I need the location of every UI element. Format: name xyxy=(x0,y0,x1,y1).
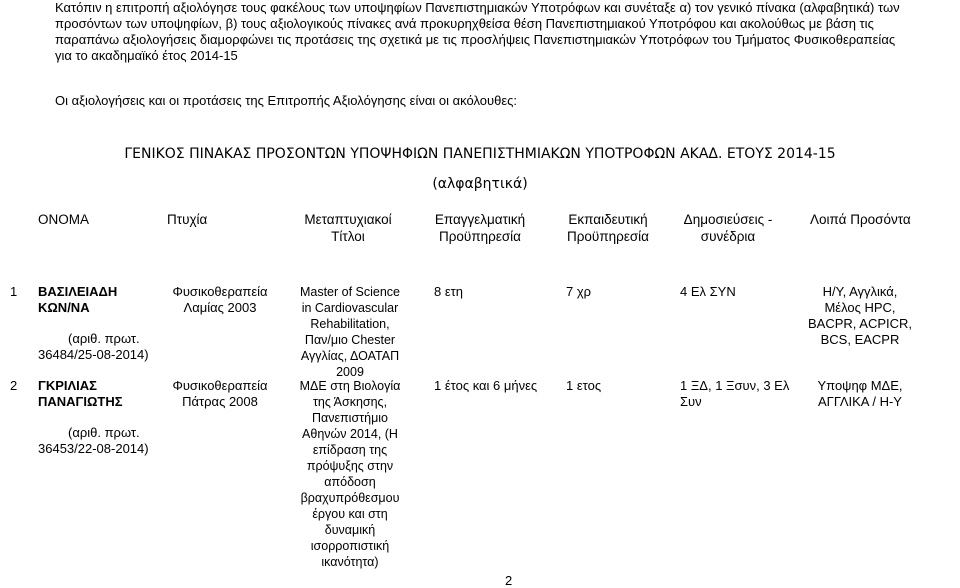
candidate-name: ΒΑΣΙΛΕΙΑΔΗ ΚΩΝ/ΝΑ xyxy=(38,284,118,315)
header-other: Λοιπά Προσόντα xyxy=(810,212,911,227)
table-title: ΓΕΝΙΚΟΣ ΠΙΝΑΚΑΣ ΠΡΟΣΟΝΤΩΝ ΥΠΟΨΗΦΙΩΝ ΠΑΝΕΠΙΣΤΗΜΙΑΚΩΝ ΥΠΟΤΡΟΦΩΝ ΑΚΑΔ. ΕΤΟΥΣ 2014-15 xyxy=(124,146,836,162)
publications: 1 ΞΔ, 1 Ξσυν, 3 Ελ Συν xyxy=(680,378,790,409)
header-postgrad: Μεταπτυχιακοί Τίτλοι xyxy=(304,212,392,244)
candidate-name: ΓΚΡΙΛΙΑΣ ΠΑΝΑΓΙΩΤΗΣ xyxy=(38,378,123,409)
header-publications: Δημοσιεύσεις - συνέδρια xyxy=(683,212,773,244)
postgrad-titles: ΜΔΕ στη Βιολογία της Άσκησης, Πανεπιστήμιο Αθηνών 2014, (Η επίδραση της πρόψυξης στην απόδοση βραχυπρόθεσμου έργου και στη δυναμική ισορροπιστική ικανότητα) xyxy=(299,379,401,569)
teaching-experience: 1 ετος xyxy=(566,378,602,393)
header-teaching: Εκπαιδευτική Προϋπηρεσία xyxy=(567,212,649,244)
row-number: 2 xyxy=(10,378,18,393)
header-name: ΟΝΟΜΑ xyxy=(38,212,90,227)
postgrad-titles: Master of Science in Cardiovascular Rehabilitation, Παν/μιο Chester Αγγλίας, ΔΟΑΤΑΠ 2009 xyxy=(299,285,401,379)
intro-line: παραπάνω αξιολογήσεις διαμορφώνει τις προτάσεις της σχετικά με τις προσλήψεις Πανεπιστημιακών Υποτρόφων του Τμήματος Φυσικοθεραπείας xyxy=(55,32,896,47)
degree: Φυσικοθεραπεία Πάτρας 2008 xyxy=(172,378,268,409)
teaching-experience: 7 χρ xyxy=(566,284,592,299)
table-subtitle: (αλφαβητικά) xyxy=(432,176,528,192)
degree: Φυσικοθεραπεία Λαμίας 2003 xyxy=(172,284,268,315)
other-qualifications: Υποψηφ ΜΔΕ, ΑΓΓΛΙΚΑ / Η-Υ xyxy=(817,378,903,409)
intro-line: Κατόπιν η επιτροπή αξιολόγησε τους φακέλους των υποψηφίων Πανεπιστημιακών Υποτρόφων και συνέταξε α) τον γενικό πίνακα (αλφαβητικά) των xyxy=(55,0,900,15)
intro-line: προσόντων των υποψηφίων, β) τους αξιολογικούς πίνακες ανά προκυρηχθείσα θέση Πανεπιστημιακού Υποτρόφου και ακολούθως με βάση τις xyxy=(55,16,874,31)
publications: 4 Ελ ΣΥΝ xyxy=(680,284,736,299)
protocol-number: (αριθ. πρωτ. 36484/25-08-2014) xyxy=(38,331,149,362)
professional-experience: 1 έτος και 6 μήνες xyxy=(434,378,538,393)
other-qualifications: Η/Υ, Αγγλικά, Μέλος HPC, BACPR, ACPICR, BCS, EACPR xyxy=(807,284,913,347)
header-professional: Επαγγελματική Προϋπηρεσία xyxy=(434,212,526,244)
intro-paragraph xyxy=(55,0,957,64)
evaluations-line: Οι αξιολογήσεις και οι προτάσεις της Επιτροπής Αξιολόγησης είναι οι ακόλουθες: xyxy=(55,93,517,108)
page-number: 2 xyxy=(505,573,513,588)
protocol-number: (αριθ. πρωτ. 36453/22-08-2014) xyxy=(38,425,149,456)
professional-experience: 8 ετη xyxy=(434,284,464,299)
header-degrees: Πτυχία xyxy=(167,212,208,227)
intro-line: για το ακαδημαϊκό έτος 2014-15 xyxy=(55,48,238,63)
row-number: 1 xyxy=(10,284,18,299)
